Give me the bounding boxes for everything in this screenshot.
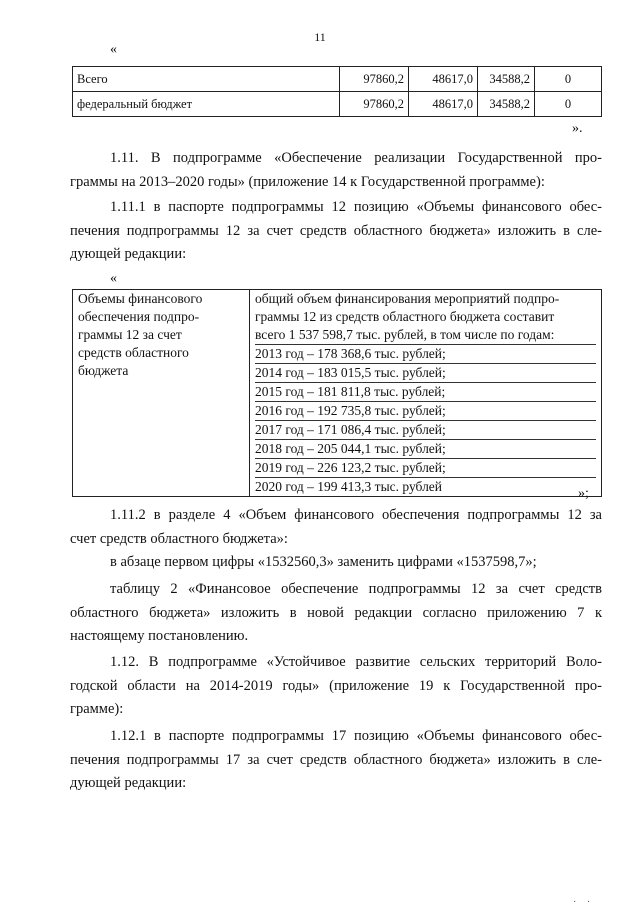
cell-value: 34588,2	[478, 92, 535, 117]
year-line: 2017 год – 171 086,4 тыс. рублей;	[255, 420, 596, 439]
paragraph-1-11	[70, 147, 602, 194]
text-line: 1.12.1 в паспорте подпрограммы 17 позицию «Объемы финансового обес-	[110, 728, 602, 744]
text-line: настоящему постановлению.	[70, 628, 249, 644]
year-line: 2018 год – 205 044,1 тыс. рублей;	[255, 439, 596, 458]
quote-close-1: ».	[572, 121, 583, 136]
passport-value-cell	[250, 290, 602, 497]
text-line: граммы 12 из средств областного бюджета составит	[255, 309, 555, 324]
cell-value: 48617,0	[409, 67, 478, 92]
cell-value: 0	[535, 67, 602, 92]
paragraph-1-12	[70, 651, 602, 722]
paragraph-table-2	[70, 578, 602, 649]
text-line: средств областного	[78, 345, 189, 360]
text-line: таблицу 2 «Финансовое обеспечение подпрограммы 12 за счет средств	[110, 581, 602, 597]
year-line: 2013 год – 178 368,6 тыс. рублей;	[255, 344, 596, 363]
paragraph-1-11-1	[70, 196, 602, 267]
text-line: печения подпрограммы 17 за счет средств областного бюджета» изложить в сле-	[70, 751, 602, 768]
paragraph-1-12-1	[70, 725, 602, 796]
text-line: 1.11.2 в разделе 4 «Объем финансового обеспечения подпрограммы 12 за	[110, 507, 602, 523]
row-label: Всего	[73, 67, 340, 92]
text-line: счет средств областного бюджета»:	[70, 530, 288, 547]
cell-value: 97860,2	[340, 92, 409, 117]
text-line: в абзаце первом цифры «1532560,3» заменить цифрами «1537598,7»;	[110, 554, 537, 570]
text-line: граммы 12 за счет	[78, 327, 182, 342]
paragraph-abzac	[70, 551, 602, 575]
text-line: всего 1 537 598,7 тыс. рублей, в том числе по годам:	[255, 327, 555, 342]
financing-table	[72, 66, 602, 117]
text-line: общий объем финансирования мероприятий подпро-	[255, 291, 560, 306]
quote-close-2: »;	[578, 486, 589, 501]
text-line: бюджета	[78, 363, 129, 378]
year-line: 2020 год – 199 413,3 тыс. рублей	[255, 477, 596, 496]
year-line: 2015 год – 181 811,8 тыс. рублей;	[255, 382, 596, 401]
text-line: Объемы финансового	[78, 291, 203, 306]
text-line: дующей редакции:	[70, 775, 187, 791]
text-line: грамме):	[70, 701, 124, 717]
table-row	[73, 290, 602, 497]
paragraph-1-11-2	[70, 504, 602, 551]
cell-value: 0	[535, 92, 602, 117]
row-label: федеральный бюджет	[73, 92, 340, 117]
passport-table	[72, 289, 602, 497]
text-line: областного бюджета» изложить в новой редакции согласно приложению 7 к	[70, 604, 602, 621]
text-line: 1.12. В подпрограмме «Устойчивое развитие сельских территорий Воло-	[110, 654, 602, 670]
cell-value: 48617,0	[409, 92, 478, 117]
cell-value: 34588,2	[478, 67, 535, 92]
quote-open-1: «	[110, 42, 117, 57]
table-row	[73, 67, 602, 92]
quote-open-2: «	[110, 271, 117, 286]
text-line: 1.11.1 в паспорте подпрограммы 12 позицию «Объемы финансового обес-	[110, 199, 602, 215]
table-row	[73, 92, 602, 117]
passport-position-cell	[73, 290, 250, 497]
year-line: 2016 год – 192 735,8 тыс. рублей;	[255, 401, 596, 420]
text-line: обеспечения подпро-	[78, 309, 200, 324]
text-line: 1.11. В подпрограмме «Обеспечение реализации Государственной про-	[110, 150, 602, 166]
year-line: 2019 год – 226 123,2 тыс. рублей;	[255, 458, 596, 477]
text-line: граммы на 2013–2020 годы» (приложение 14 к Государственной программе):	[70, 173, 545, 190]
text-line: печения подпрограммы 12 за счет средств областного бюджета» изложить в сле-	[70, 222, 602, 239]
scan-artifact: · ·	[573, 897, 595, 908]
text-line: дующей редакции:	[70, 246, 187, 262]
page-number: 11	[314, 30, 326, 44]
cell-value: 97860,2	[340, 67, 409, 92]
text-line: годской области на 2014-2019 годы» (приложение 19 к Государственной про-	[70, 677, 602, 694]
year-line: 2014 год – 183 015,5 тыс. рублей;	[255, 363, 596, 382]
